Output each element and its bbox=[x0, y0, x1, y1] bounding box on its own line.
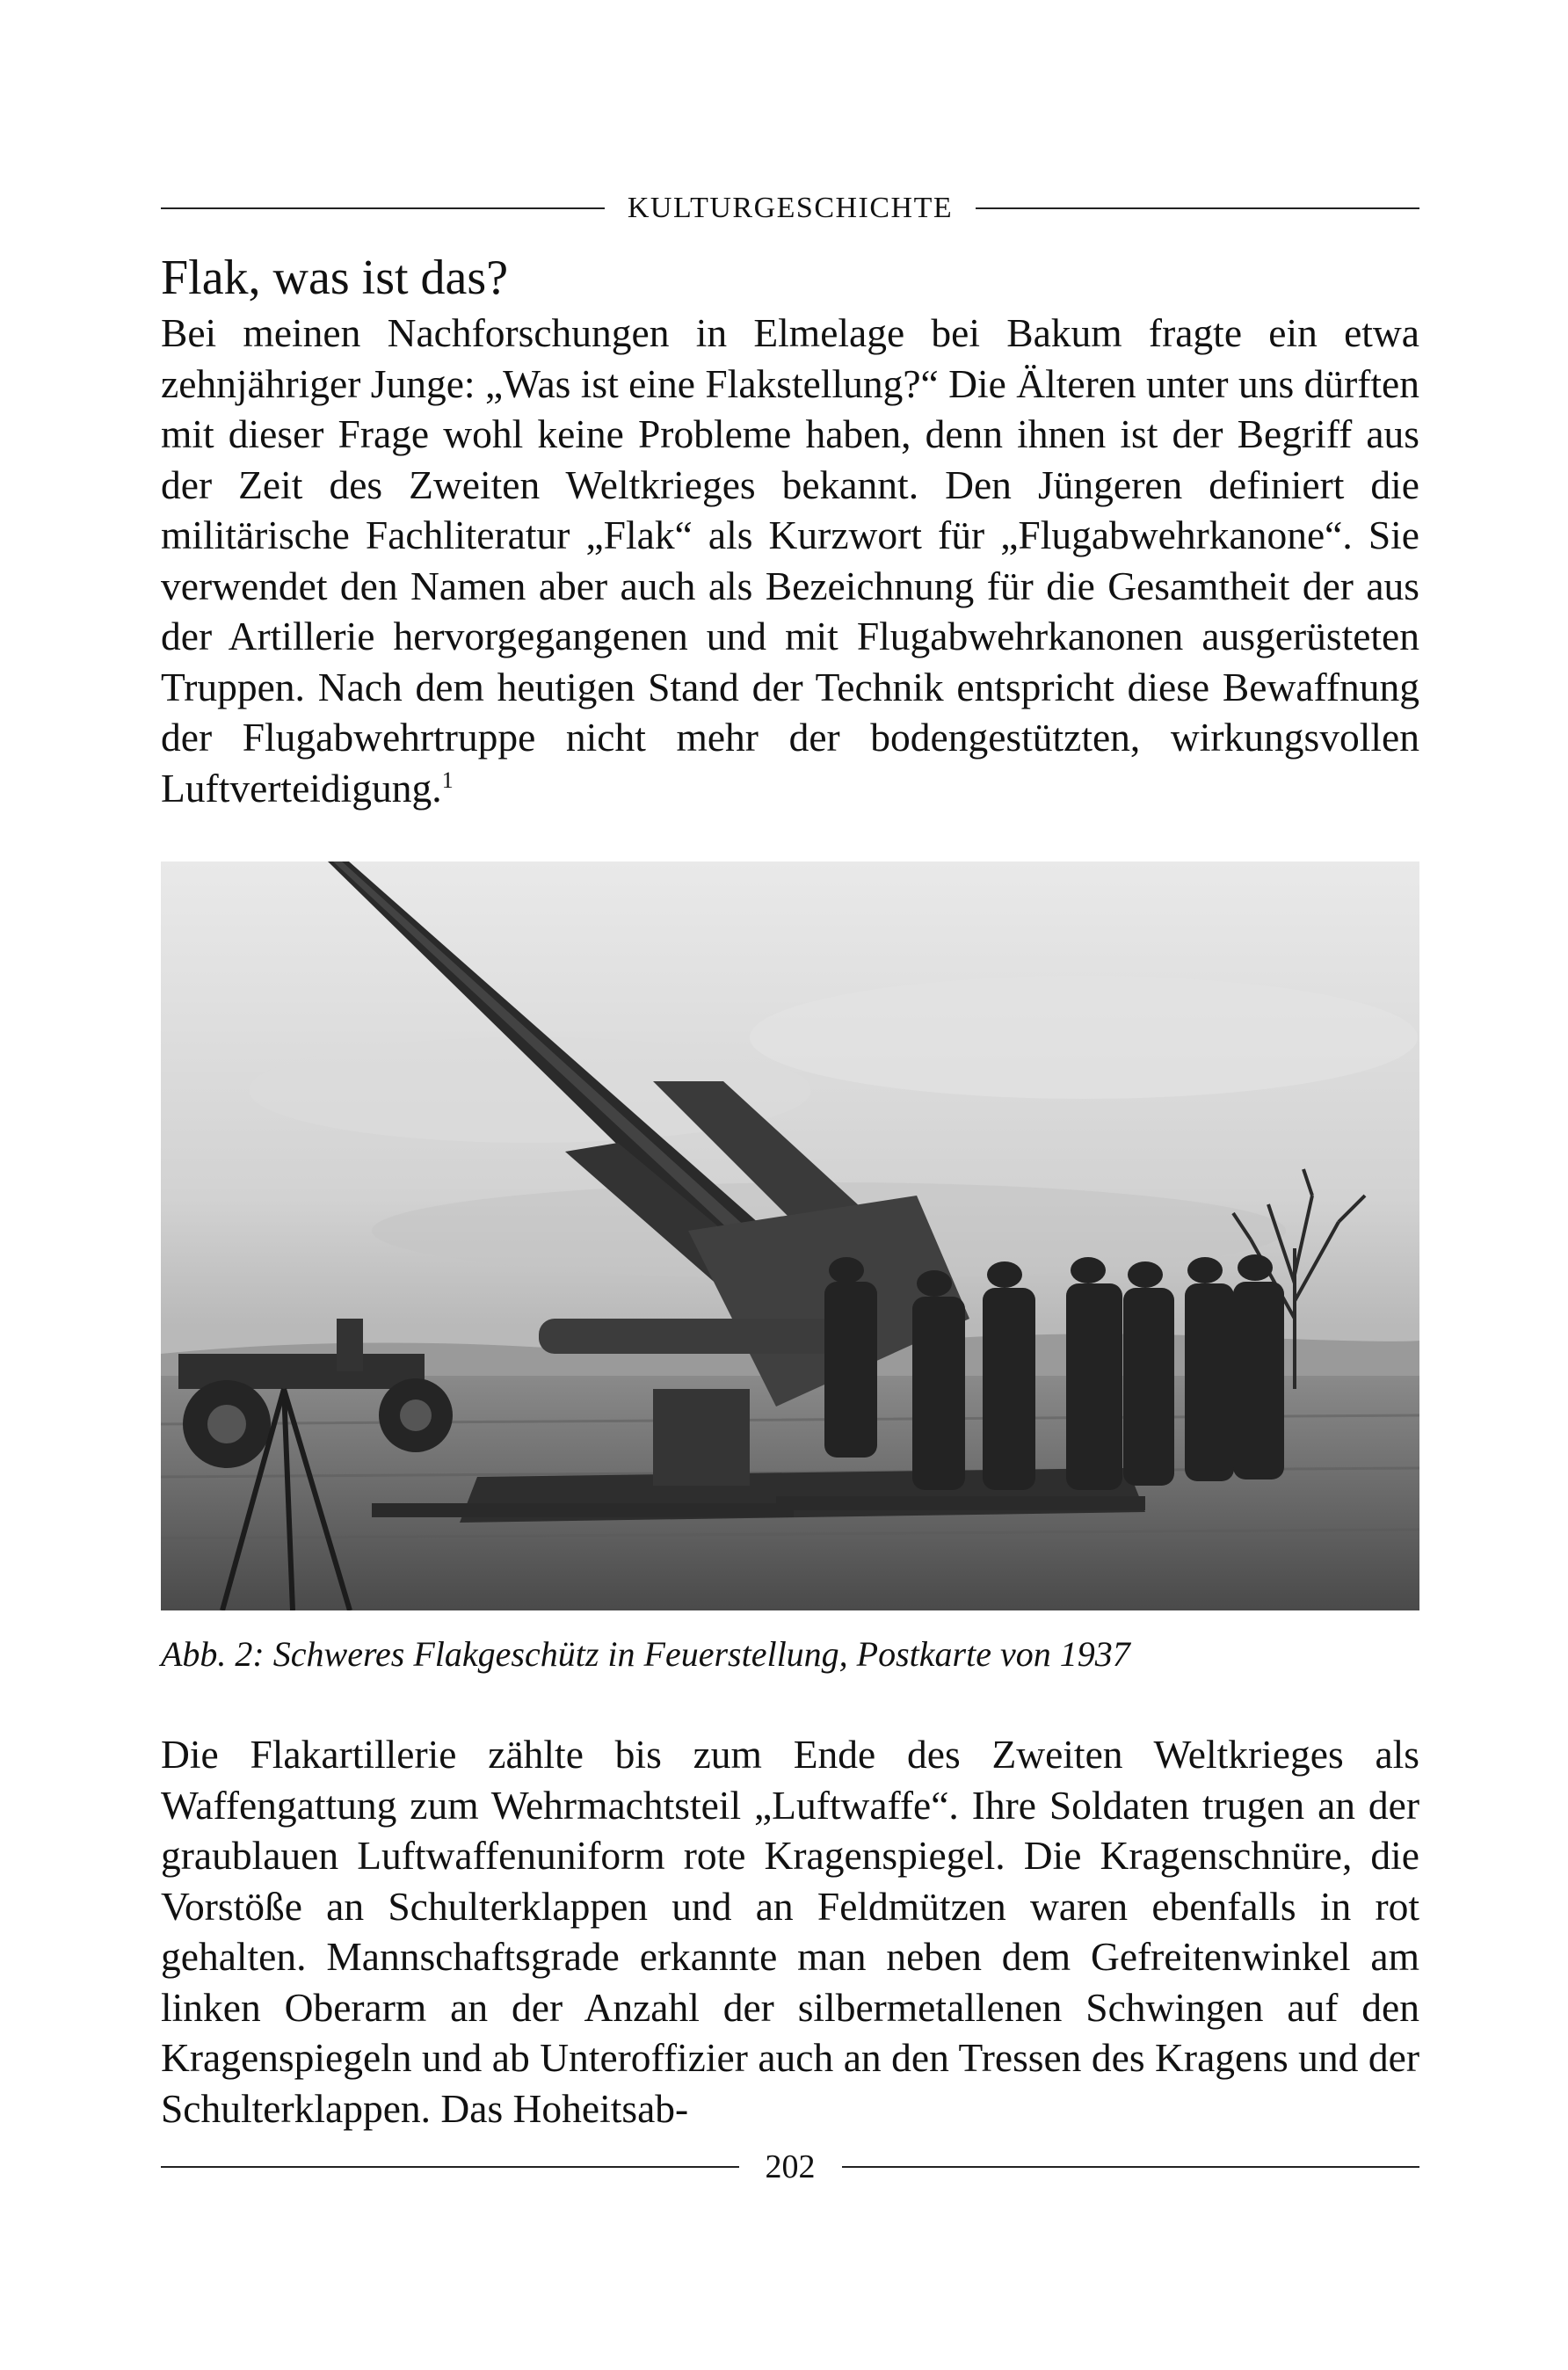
header-rule-right bbox=[976, 207, 1419, 209]
page-number: 202 bbox=[765, 2148, 816, 2185]
figure-caption: Abb. 2: Schweres Flakgeschütz in Feuerstellung, Postkarte von 1937 bbox=[161, 1634, 1130, 1674]
footer-rule-right bbox=[842, 2166, 1420, 2168]
paragraph-intro bbox=[161, 308, 1419, 813]
flak-gun-photo bbox=[161, 861, 1419, 1610]
article-title: Flak, was ist das? bbox=[161, 251, 509, 305]
photo-illustration bbox=[161, 861, 1419, 1610]
footer-rule-left bbox=[161, 2166, 739, 2168]
running-header bbox=[161, 186, 1419, 230]
paragraph-intro-text: Bei meinen Nachforschungen in Elmelage bei Bakum fragte ein etwa zehnjähriger Junge: „Was ist eine Flakstellung?“ Die Älteren unter uns dürften mit dieser Frage wohl keine Probleme haben, denn ihnen ist der Begriff aus der Zeit des Zweiten Weltkrieges bekannt. Den Jüngeren definiert die militärische Fachliteratur „Flak“ als Kurzwort für „Flugabwehrkanone“. Sie verwendet den Namen aber auch als Bezeichnung für die Gesamtheit der aus der Artillerie hervorgegangenen und mit Flugabwehrkanonen ausgerüsteten Truppen. Nach dem heutigen Stand der Technik entspricht diese Bewaffnung der Flugabwehrtruppe nicht mehr der bodengestützten, wirkungsvollen Luftverteidigung. bbox=[161, 310, 1419, 811]
header-rule-left bbox=[161, 207, 605, 209]
footnote-marker: 1 bbox=[441, 767, 454, 793]
section-title: KULTURGESCHICHTE bbox=[627, 192, 954, 224]
page-footer bbox=[161, 2145, 1419, 2189]
paragraph-flak-artillery: Die Flakartillerie zählte bis zum Ende des Zweiten Weltkrieges als Waffengattung zum Wehrmachtsteil „Luftwaffe“. Ihre Soldaten trugen an der graublauen Luftwaffenuniform rote Kragenspiegel. Die Kragenschnüre, die Vorstöße an Schulterklappen und an Feldmützen waren ebenfalls in rot gehalten. Mannschaftsgrade erkannte man neben dem Gefreitenwinkel am linken Oberarm an der Anzahl der silbermetallenen Schwingen auf den Kragenspiegeln und ab Unteroffizier auch an den Tressen des Kragens und der Schulterklappen. Das Hoheitsab- bbox=[161, 1732, 1419, 2131]
